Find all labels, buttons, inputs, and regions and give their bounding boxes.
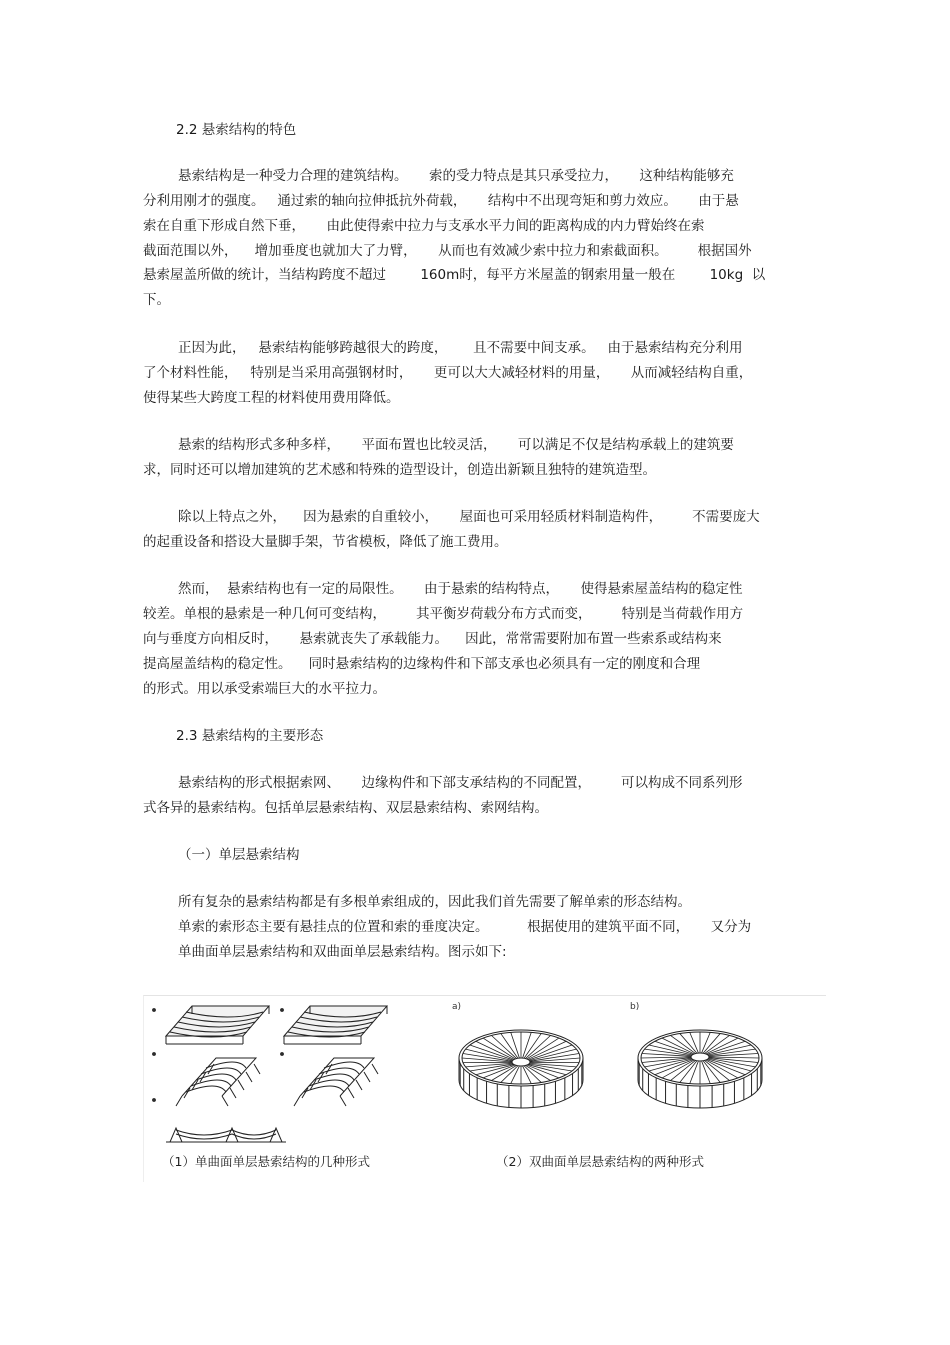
paragraph-line: 悬索的结构形式多种多样， 平面布置也比较灵活， 可以满足不仅是结构承载上的建筑要 — [178, 437, 734, 453]
paragraph-line: 使得某些大跨度工程的材料使用费用降低。 — [143, 390, 400, 406]
paragraph-line: 然而， 悬索结构也有一定的局限性。 由于悬索的结构特点， 使得悬索屋盖结构的稳定性 — [178, 581, 743, 597]
paragraph-line: 的形式。用以承受索端巨大的水平拉力。 — [143, 681, 386, 697]
single-cable-form-2 — [284, 1006, 387, 1044]
circular-roof-b — [638, 1030, 762, 1108]
paragraph-line: 式各异的悬索结构。包括单层悬索结构、双层悬索结构、索网结构。 — [143, 800, 548, 816]
single-cable-form-1 — [166, 1006, 269, 1044]
circular-roof-a — [459, 1030, 583, 1108]
single-cable-form-5 — [166, 1128, 286, 1142]
paragraph-line: 了个材料性能， 特别是当采用高强钢材时， 更可以大大减轻材料的用量， 从而减轻结构自重， — [143, 365, 753, 381]
section-heading: 2.2 悬索结构的特色 — [176, 122, 297, 138]
paragraph-line: 向与垂度方向相反时， 悬索就丧失了承载能力。 因此，常常需要附加布置一些索系或结构来 — [143, 631, 722, 647]
paragraph-line: 分利用刚才的强度。 通过索的轴向拉伸抵抗外荷载， 结构中不出现弯矩和剪力效应。 由于悬 — [143, 193, 739, 209]
paragraph-line: 截面范围以外， 增加垂度也就加大了力臂， 从而也有效减少索中拉力和索截面积。 根据国外 — [143, 243, 752, 259]
single-cable-form-3 — [176, 1058, 260, 1106]
figure-caption-left: （1）单曲面单层悬索结构的几种形式 — [162, 1154, 370, 1169]
paragraph-line: 悬索结构是一种受力合理的建筑结构。 索的受力特点是其只承受拉力， 这种结构能够充 — [178, 168, 734, 184]
paragraph-line: 的起重设备和搭设大量脚手架，节省模板，降低了施工费用。 — [143, 534, 508, 550]
sub-heading: （一）单层悬索结构 — [178, 847, 300, 863]
paragraph-line: 正因为此， 悬索结构能够跨越很大的跨度， 且不需要中间支承。 由于悬索结构充分利用 — [178, 340, 743, 356]
paragraph-line: 单索的索形态主要有悬挂点的位置和索的垂度决定。 根据使用的建筑平面不同， 又分为 — [178, 919, 752, 935]
figure — [143, 995, 826, 1182]
paragraph-line: 单曲面单层悬索结构和双曲面单层悬索结构。图示如下: — [178, 944, 507, 960]
paragraph-line: 悬索结构的形式根据索网、 边缘构件和下部支承结构的不同配置， 可以构成不同系列形 — [178, 775, 743, 791]
figure-label-b: b) — [630, 1002, 640, 1012]
figure-label-a: a) — [452, 1002, 462, 1012]
paragraph-line: 较差。单根的悬索是一种几何可变结构， 其平衡岁荷载分布方式而变， 特别是当荷载作用方 — [143, 606, 744, 622]
paragraph-line: 提高屋盖结构的稳定性。 同时悬索结构的边缘构件和下部支承也必须具有一定的刚度和合理 — [143, 656, 701, 672]
paragraph-line: 索在自重下形成自然下垂， 由此使得索中拉力与支承水平力间的距离构成的内力臂始终在索 — [143, 218, 705, 234]
paragraph-line: 悬索屋盖所做的统计，当结构跨度不超过 160m时，每平方米屋盖的钢索用量一般在 10kg 以 — [143, 267, 766, 283]
paragraph-line: 所有复杂的悬索结构都是有多根单索组成的，因此我们首先需要了解单索的形态结构。 — [178, 894, 691, 910]
section-heading: 2.3 悬索结构的主要形态 — [176, 728, 324, 744]
paragraph-line: 求，同时还可以增加建筑的艺术感和特殊的造型设计，创造出新颖且独特的建筑造型。 — [143, 462, 656, 478]
single-cable-form-4 — [294, 1058, 378, 1106]
paragraph-line: 除以上特点之外， 因为悬索的自重较小， 屋面也可采用轻质材料制造构件， 不需要庞大 — [178, 509, 760, 525]
figure-caption-right: （2）双曲面单层悬索结构的两种形式 — [496, 1154, 704, 1169]
paragraph-line: 下。 — [143, 292, 170, 308]
